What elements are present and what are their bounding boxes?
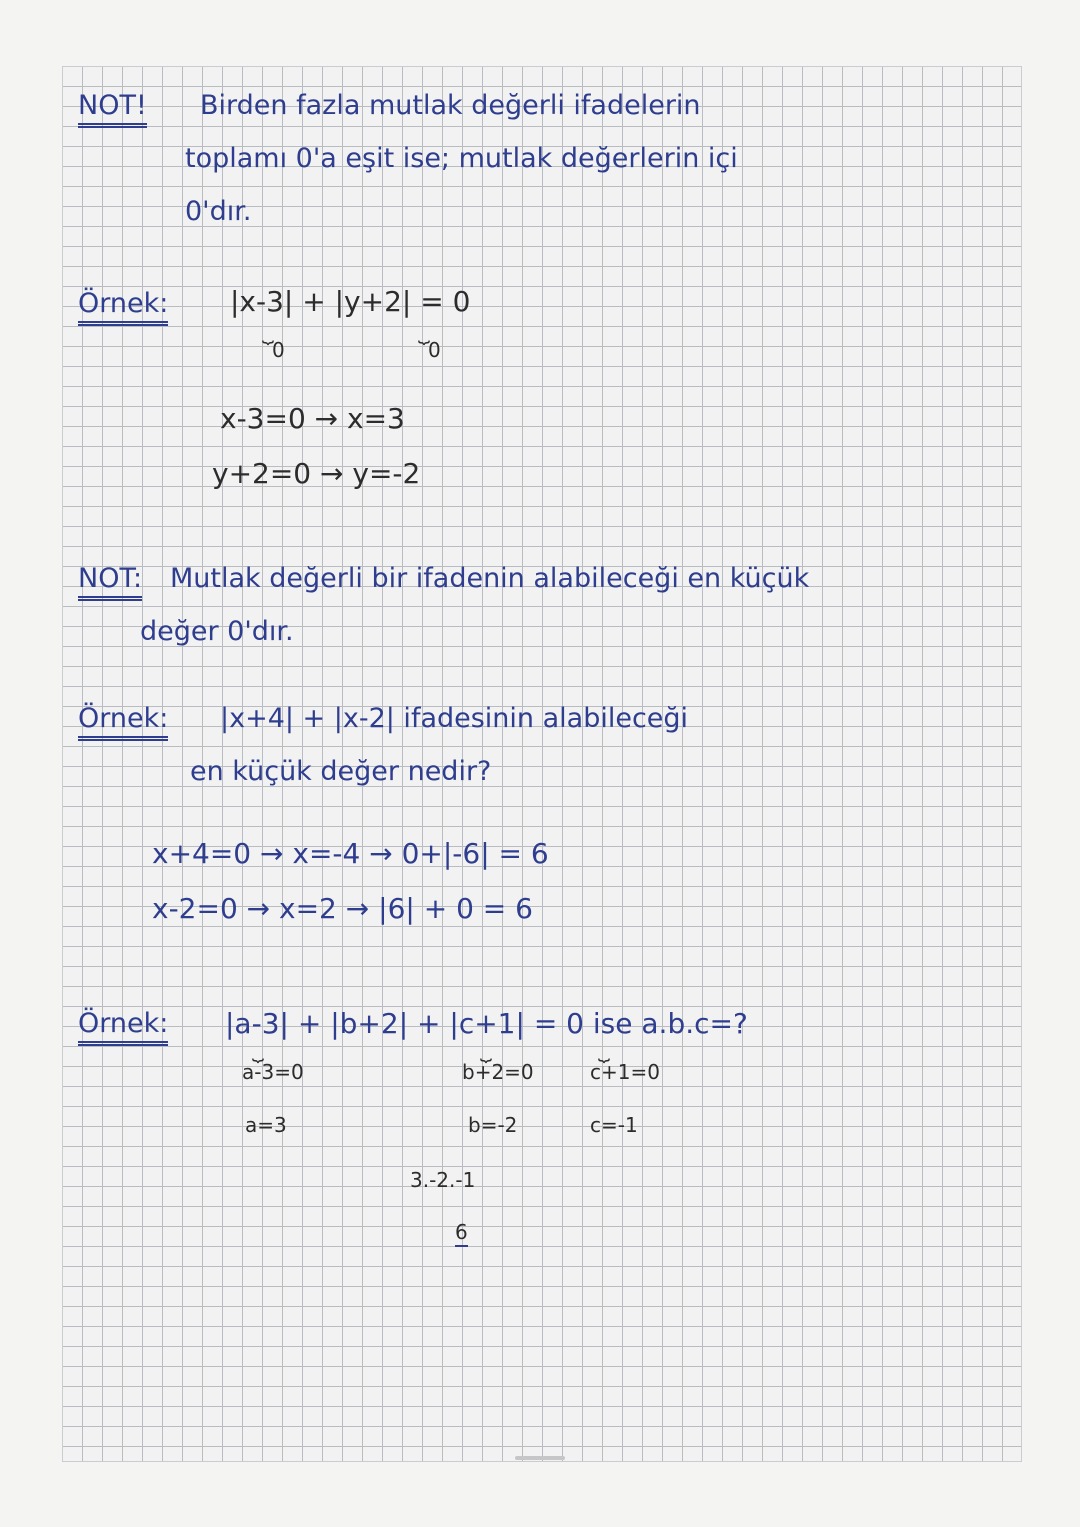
note1-line3: 0'dır.: [185, 196, 252, 227]
example3-a-step: a-3=0: [242, 1060, 304, 1084]
example2-question2: en küçük değer nedir?: [190, 756, 492, 787]
example2-step1: x+4=0 → x=-4 → 0+|-6| = 6: [152, 837, 549, 870]
page-fold-mark: [515, 1456, 565, 1460]
example3-b-step: b+2=0: [462, 1060, 534, 1084]
brace-icon: ⏟: [480, 1038, 492, 1062]
brace-icon: ⏟: [418, 320, 430, 344]
example3-c-value: c=-1: [590, 1113, 638, 1137]
example2-step2: x-2=0 → x=2 → |6| + 0 = 6: [152, 892, 533, 925]
brace-icon: ⏟: [262, 320, 274, 344]
example2-question1: |x+4| + |x-2| ifadesinin alabileceği: [220, 703, 689, 734]
note2-label: NOT:: [78, 565, 142, 592]
example1-step2: y+2=0 → y=-2: [212, 457, 421, 490]
note1-label: NOT!: [78, 92, 147, 119]
note2-line2: değer 0'dır.: [140, 616, 294, 647]
example1-equation: |x-3| + |y+2| = 0: [230, 285, 471, 318]
example3-label: Örnek:: [78, 1010, 168, 1037]
brace-icon: ⏟: [598, 1038, 610, 1062]
example1-label: Örnek:: [78, 290, 168, 317]
note2-line1: Mutlak değerli bir ifadenin alabileceği en küçük: [170, 563, 810, 594]
example3-b-value: b=-2: [468, 1113, 518, 1137]
example1-zero-b: 0: [428, 338, 441, 362]
example3-c-step: c+1=0: [590, 1060, 660, 1084]
note1-line2: toplamı 0'a eşit ise; mutlak değerlerin içi: [185, 143, 738, 174]
example2-label: Örnek:: [78, 705, 168, 732]
example3-equation: |a-3| + |b+2| + |c+1| = 0 ise a.b.c=?: [225, 1007, 748, 1040]
example1-zero-a: 0: [272, 338, 285, 362]
note1-line1: Birden fazla mutlak değerli ifadelerin: [200, 90, 701, 121]
example1-step1: x-3=0 → x=3: [220, 402, 405, 435]
example3-answer: 6: [455, 1222, 468, 1242]
example3-a-value: a=3: [245, 1113, 287, 1137]
example3-product: 3.-2.-1: [410, 1168, 476, 1192]
brace-icon: ⏟: [252, 1038, 264, 1062]
